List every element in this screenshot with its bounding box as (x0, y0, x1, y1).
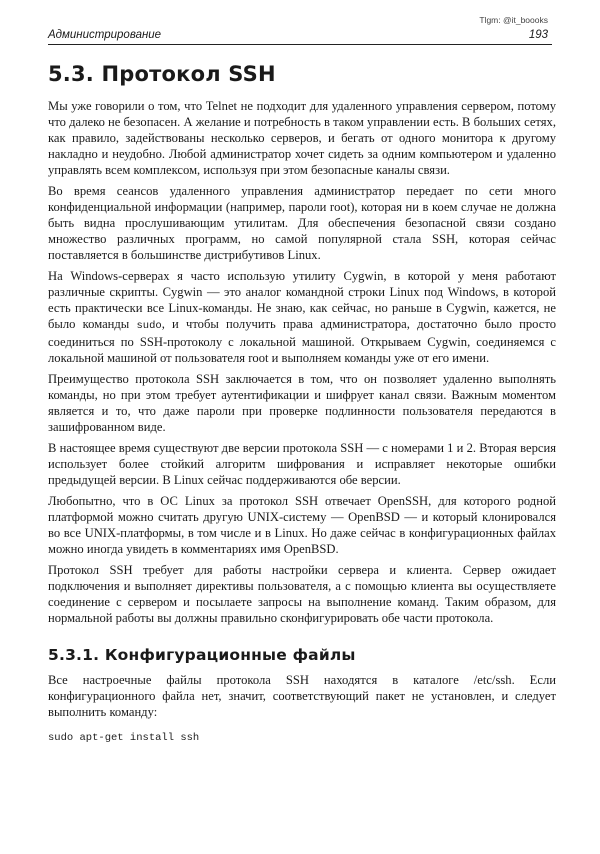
paragraph: Протокол SSH требует для работы настройки сервера и клиента. Сервер ожидает подключения и выполняет директивы пользователя, а с помощью клиента вы осуществляете соединение с сервером и посылаете запросы на выполнение команд. Таким образом, для нормальной работы вы должны правильно сконфигурировать обе части протокола. (48, 563, 556, 625)
section-title: 5.3. Протокол SSH (48, 62, 276, 86)
subsection-title: 5.3.1. Конфигурационные файлы (48, 646, 356, 664)
paragraph: Все настроечные файлы протокола SSH находятся в каталоге /etc/ssh. Если конфигурационного файла нет, значит, соответствующий пакет не установлен, и следует выполнить команду: (48, 673, 556, 719)
paragraph: Во время сеансов удаленного управления администратор передает по сети много конфиденциальной информации (например, пароли root), которая ни в коем случае не должна быть видна прослушивающим утилитам. Для обеспечения безопасной связи создано множество различных программ, но самой популярной стала SSH, которая сейчас поставляется в большинстве дистрибутивов Linux. (48, 184, 556, 262)
inline-code: sudo (136, 320, 162, 332)
paragraph-text: На Windows-серверах я часто использую утилиту Cygwin, в которой у меня работают различные скрипты. Cygwin — это аналог командной строки Linux под Windows, в которой есть практически все Linux-команды. Не знаю, как сейчас, но раньше в Cygwin, кажется, не было команды (48, 269, 556, 331)
paragraph (48, 268, 556, 366)
running-head (48, 29, 552, 45)
page-number: 193 (528, 29, 548, 41)
paragraph: Мы уже говорили о том, что Telnet не подходит для удаленного управления сервером, потому что далеко не безопасен. А желание и потребность в таком управлении есть. В больших сетях, как правило, задействованы несколько серверов, и бегать от одного монитора к другому накладно и неудобно. Любой администратор хочет сидеть за одним компьютером и удаленно управлять всем комплексом, используя при этом безопасные каналы связи. (48, 99, 556, 177)
paragraph: Любопытно, что в ОС Linux за протокол SSH отвечает OpenSSH, для которого родной платформой можно считать другую UNIX-систему — OpenBSD — и который клонировался во все UNIX-платформы, в том числе и в Linux. Но даже сейчас в конфигурационных файлах можно иногда увидеть в комментариях имя OpenBSD. (48, 494, 556, 556)
paragraph: В настоящее время существуют две версии протокола SSH — с номерами 1 и 2. Вторая версия использует более стойкий алгоритм шифрования и исправляет некоторые ошибки предыдущей версии. В Linux сейчас поддерживаются обе версии. (48, 441, 556, 487)
paragraph-text: , и чтобы получить права администратора, достаточно было просто соединиться по SSH-протоколу с локальной машиной. Открываем Cygwin, соединяемся с локальной машиной от пользователя root и выполняем команды уже от его имени. (48, 317, 557, 365)
running-head-section: Администрирование (48, 29, 162, 41)
page-content (48, 60, 556, 744)
watermark: Tlgm: @it_boooks (479, 15, 548, 25)
code-command: sudo apt-get install ssh (48, 732, 200, 744)
paragraph: Преимущество протокола SSH заключается в том, что он позволяет удаленно выполнять команды, но при этом требует аутентификации и шифрует канал связи. Важным моментом является и то, что даже пароли при проверке подлинности пользователя передаются в зашифрованном виде. (48, 372, 556, 434)
